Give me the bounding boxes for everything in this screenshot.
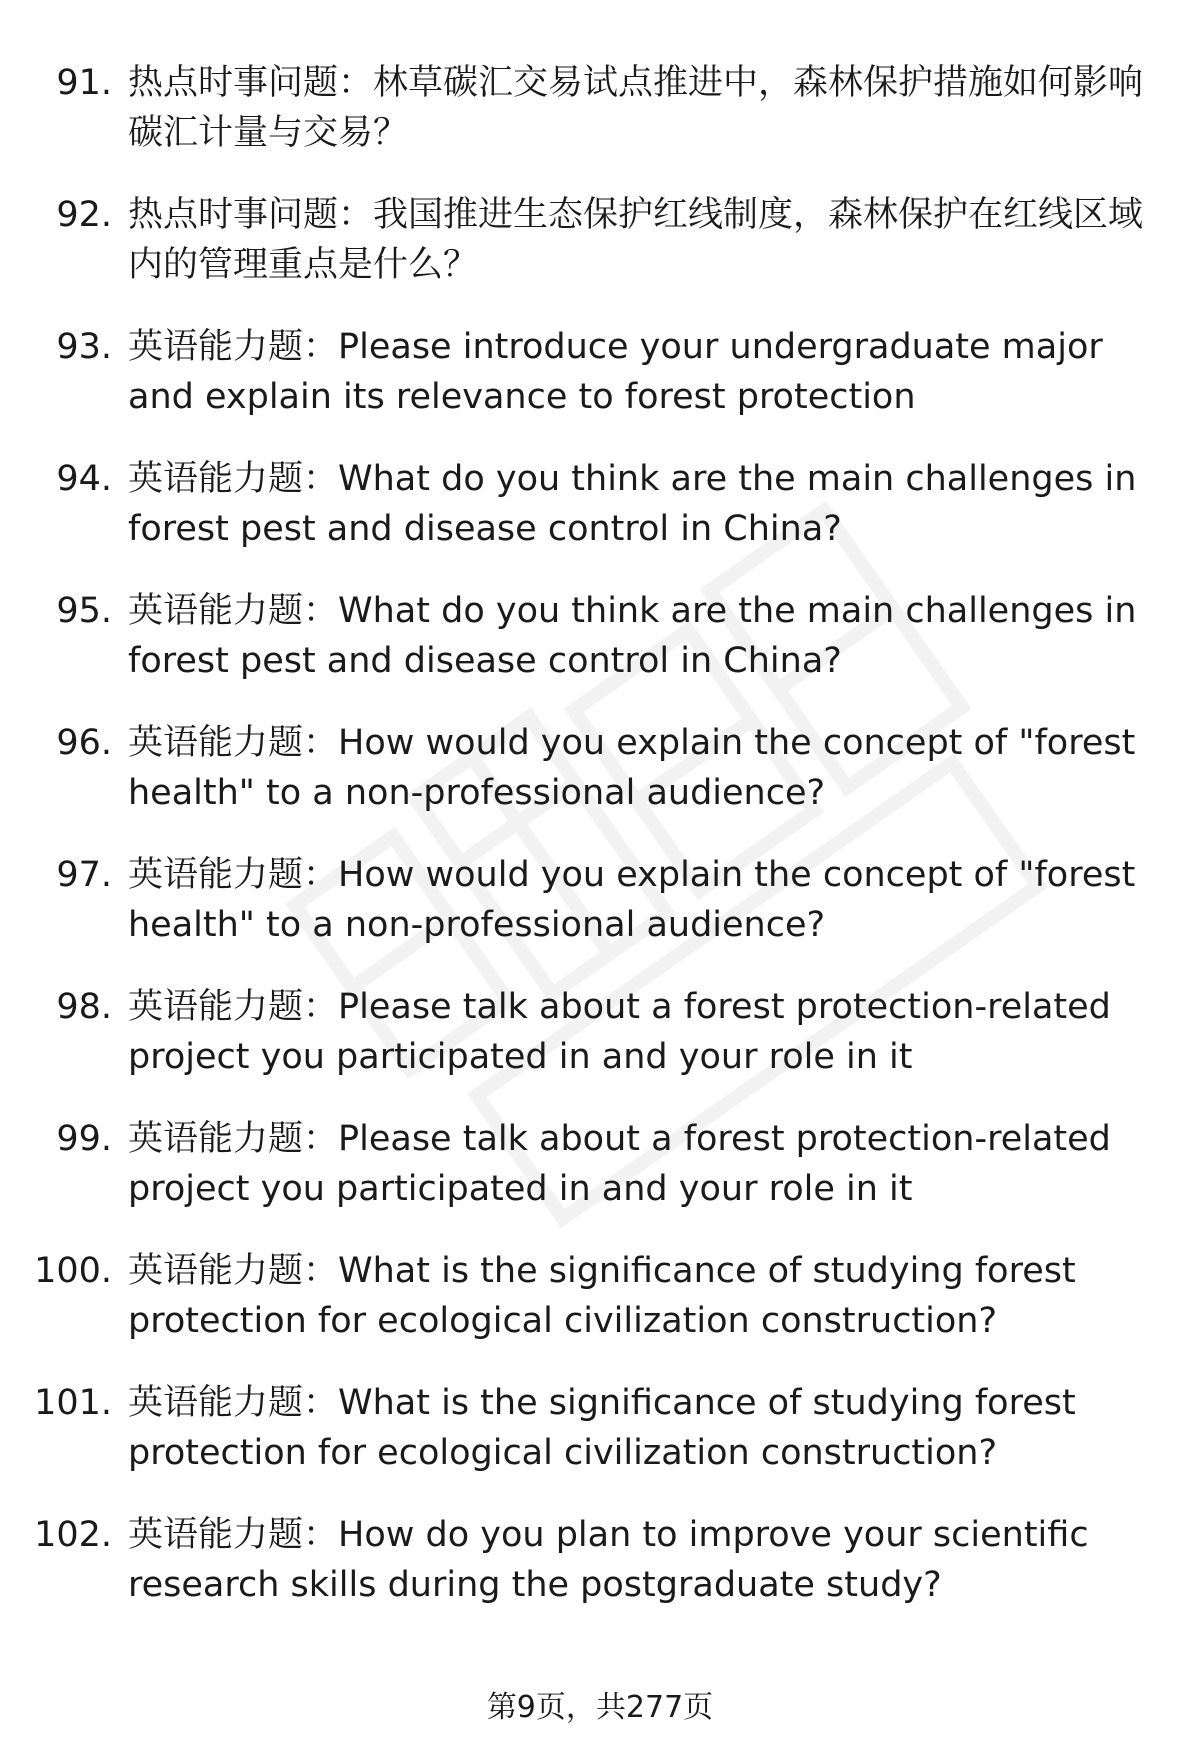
question-text [128, 850, 1148, 950]
question-number: 98. [56, 987, 112, 1027]
list-item [0, 718, 1200, 850]
question-content: How would you explain the concept of "forest health" to a non-professional audience? [128, 723, 1136, 813]
list-item [0, 1510, 1200, 1642]
question-text [128, 322, 1148, 422]
list-item [0, 190, 1200, 322]
question-text [128, 58, 1148, 158]
list-item [0, 58, 1200, 190]
question-text [128, 982, 1148, 1082]
question-category: 英语能力题： [128, 1383, 339, 1423]
list-item [0, 322, 1200, 454]
list-item [0, 982, 1200, 1114]
question-number: 97. [56, 855, 112, 895]
list-item [0, 850, 1200, 982]
question-text [128, 1510, 1148, 1610]
question-category: 英语能力题： [128, 327, 339, 367]
question-content: What do you think are the main challenges in forest pest and disease control in China? [128, 591, 1137, 681]
page-footer: 第9页，共277页 [486, 1690, 714, 1725]
question-content: 林草碳汇交易试点推进中，森林保护措施如何影响碳汇计量与交易？ [128, 63, 1144, 153]
question-content: How do you plan to improve your scientific research skills during the postgraduate study? [128, 1515, 1089, 1605]
question-content: Please talk about a forest protection-related project you participated in and your role in it [128, 1119, 1111, 1209]
question-text [128, 1114, 1148, 1214]
question-number: 95. [56, 591, 112, 631]
question-category: 英语能力题： [128, 1119, 339, 1159]
question-number: 94. [56, 459, 112, 499]
question-number: 100. [34, 1251, 112, 1291]
question-category: 热点时事问题： [128, 63, 374, 103]
question-text [128, 718, 1148, 818]
question-category: 英语能力题： [128, 591, 339, 631]
question-content: Please talk about a forest protection-related project you participated in and your role in it [128, 987, 1111, 1077]
question-category: 英语能力题： [128, 987, 339, 1027]
question-category: 英语能力题： [128, 855, 339, 895]
question-content: What is the significance of studying forest protection for ecological civilization construction? [128, 1251, 1076, 1341]
question-text [128, 190, 1148, 290]
list-item [0, 1378, 1200, 1510]
question-number: 92. [56, 195, 112, 235]
question-category: 英语能力题： [128, 1515, 339, 1555]
question-content: Please introduce your undergraduate major and explain its relevance to forest protection [128, 327, 1103, 417]
question-text [128, 454, 1148, 554]
question-number: 99. [56, 1119, 112, 1159]
question-number: 91. [56, 63, 112, 103]
question-content: What is the significance of studying forest protection for ecological civilization construction? [128, 1383, 1076, 1473]
question-category: 热点时事问题： [128, 195, 374, 235]
question-text [128, 586, 1148, 686]
question-category: 英语能力题： [128, 459, 339, 499]
question-content: How would you explain the concept of "forest health" to a non-professional audience? [128, 855, 1136, 945]
question-category: 英语能力题： [128, 723, 339, 763]
list-item [0, 1246, 1200, 1378]
question-number: 93. [56, 327, 112, 367]
question-content: What do you think are the main challenges in forest pest and disease control in China? [128, 459, 1137, 549]
question-text [128, 1378, 1148, 1478]
question-number: 96. [56, 723, 112, 763]
question-content: 我国推进生态保护红线制度，森林保护在红线区域内的管理重点是什么？ [128, 195, 1144, 285]
list-item [0, 1114, 1200, 1246]
question-number: 101. [34, 1383, 112, 1423]
list-item [0, 586, 1200, 718]
question-list [0, 58, 1200, 1642]
question-number: 102. [34, 1515, 112, 1555]
question-text [128, 1246, 1148, 1346]
list-item [0, 454, 1200, 586]
question-category: 英语能力题： [128, 1251, 339, 1291]
